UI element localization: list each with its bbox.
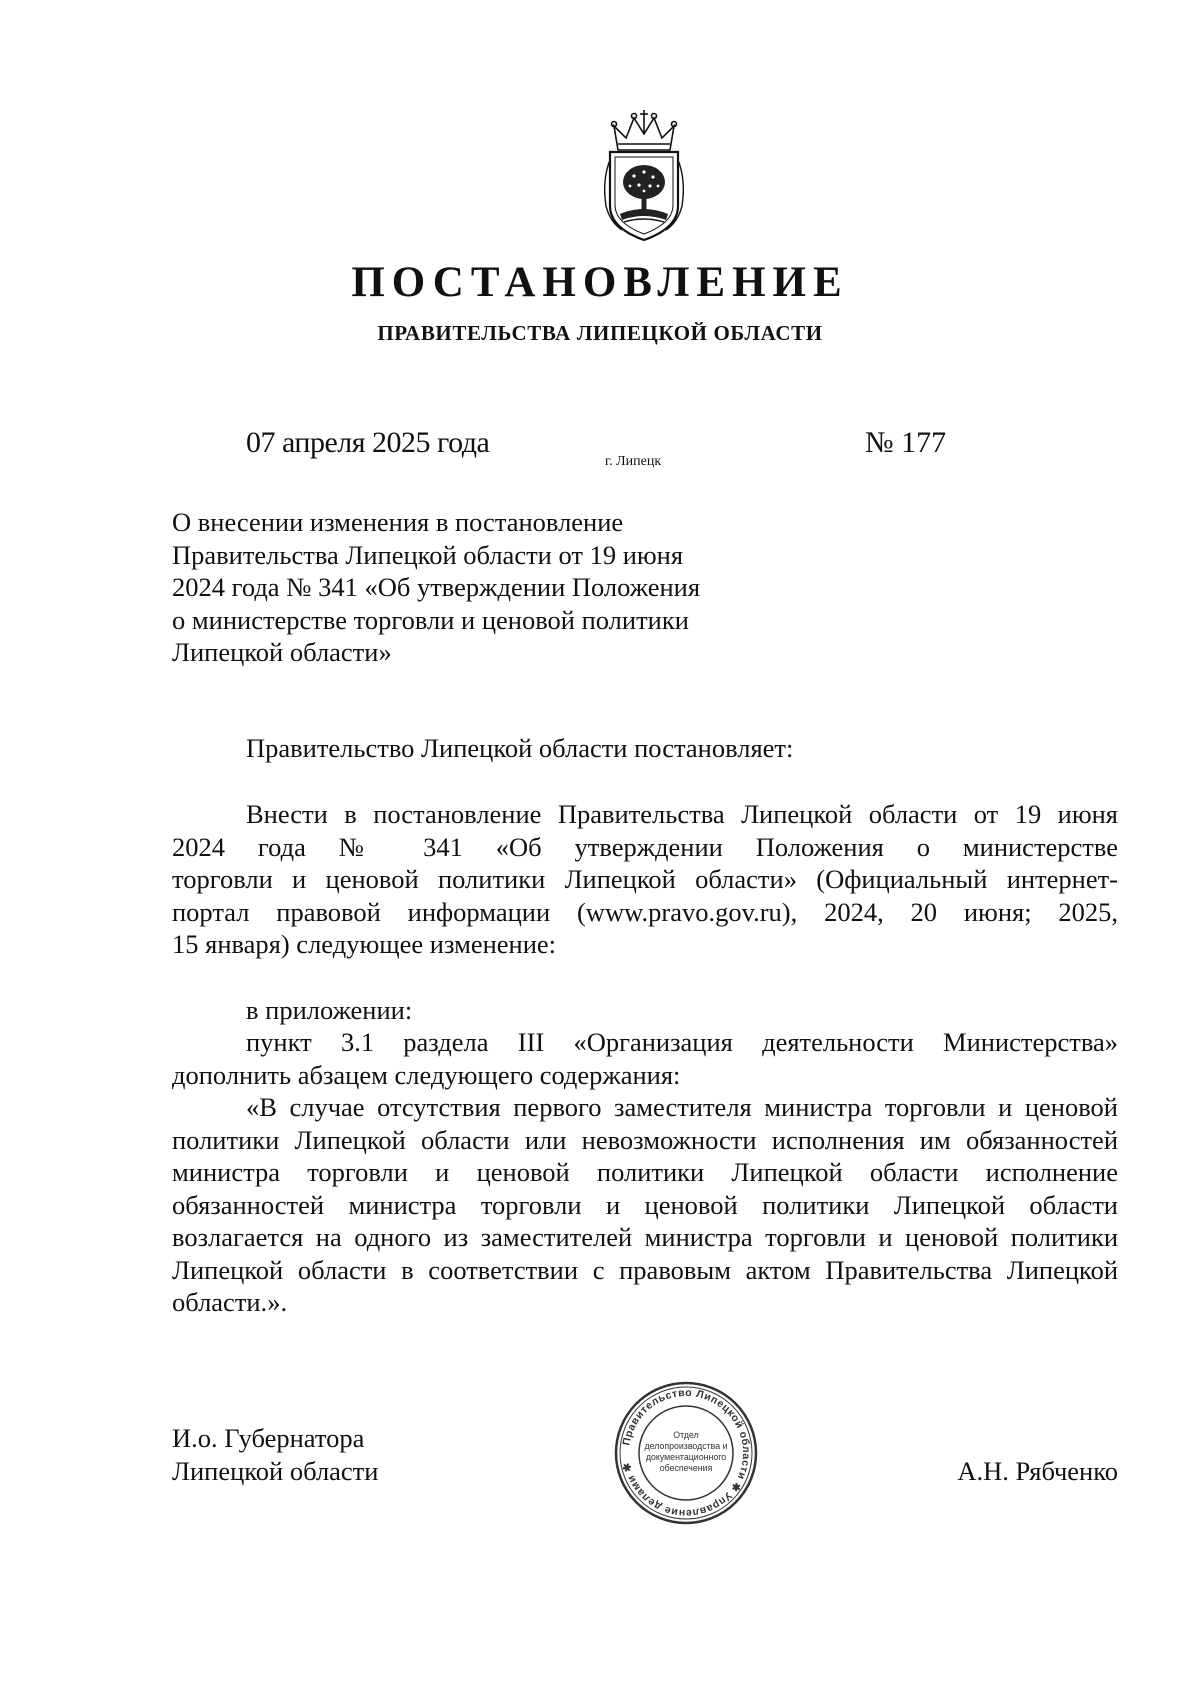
document-number: № 177 [865,426,947,459]
document-subtitle: ПРАВИТЕЛЬСТВА ЛИПЕЦКОЙ ОБЛАСТИ [377,321,823,345]
quote-line: «В случае отсутствия первого заместителя министра торговли и ценовой [246,1092,1118,1122]
document-title: ПОСТАНОВЛЕНИЕ [351,259,849,306]
quote-paragraph [172,1091,1118,1319]
amendment-line: портал правовой информации (www.pravo.gov.ru), 2024, 20 июня; 2025, [172,896,1118,927]
subject-line: Правительства Липецкой области от 19 июня [172,539,684,570]
annex-paragraph [172,994,1118,1027]
quote-line: обязанностей министра торговли и ценовой политики Липецкой области [172,1189,1118,1220]
amendment-line: 2024 года № 341 «Об утверждении Положения о министерстве [172,831,1118,862]
amendment-line: торговли и ценовой политики Липецкой области» (Официальный интернет- [172,864,1118,894]
quote-line: политики Липецкой области или невозможности исполнения им обязанностей [172,1124,1118,1155]
svg-text:обеспечения: обеспечения [659,1463,713,1473]
document-date: 07 апреля 2025 года [246,426,490,459]
svg-text:документационного: документационного [645,1452,727,1462]
amendment-line: 15 января) следующее изменение: [172,929,557,959]
quote-line: Липецкой области в соответствии с правовым актом Правительства Липецкой [172,1254,1118,1285]
item-line: пункт 3.1 раздела III «Организация деятельности Министерства» [246,1027,1118,1057]
intro-line: Правительство Липецкой области постановляет: [246,733,794,763]
signer-position-line: И.о. Губернатора [172,1423,365,1453]
intro-paragraph [172,732,1118,765]
document-subject [172,506,772,669]
coat-of-arms-emblem [600,110,688,244]
quote-line: министра торговли и ценовой политики Липецкой области исполнение [172,1157,1118,1187]
quote-line: возлагается на одного из заместителей министра торговли и ценовой политики [172,1222,1118,1252]
annex-line: в приложении: [246,995,413,1025]
subject-line: 2024 года № 341 «Об утверждении Положения [172,572,701,602]
signer-position-line: Липецкой области [172,1456,379,1486]
signer-position [172,1422,378,1488]
svg-text:делопроизводства и: делопроизводства и [644,1441,728,1451]
subject-line: о министерстве торговли и ценовой политики [172,604,689,635]
subject-line: О внесении изменения в постановление [172,507,624,537]
signer-name: А.Н. Рябченко [957,1456,1118,1486]
amendment-paragraph [172,798,1118,961]
document-city: г. Липецк [605,454,662,469]
svg-text:Отдел: Отдел [673,1430,699,1440]
official-stamp [613,1380,759,1526]
item-paragraph [172,1026,1118,1091]
amendment-line: Внести в постановление Правительства Липецкой области от 19 июня [246,799,1118,829]
quote-line: области.». [172,1287,288,1317]
svg-text:Правительство Липецкой области: Правительство Липецкой области ✱ Управление делами ✱ [620,1386,753,1520]
subject-line: Липецкой области» [172,637,392,667]
item-line: дополнить абзацем следующего содержания: [172,1059,681,1090]
